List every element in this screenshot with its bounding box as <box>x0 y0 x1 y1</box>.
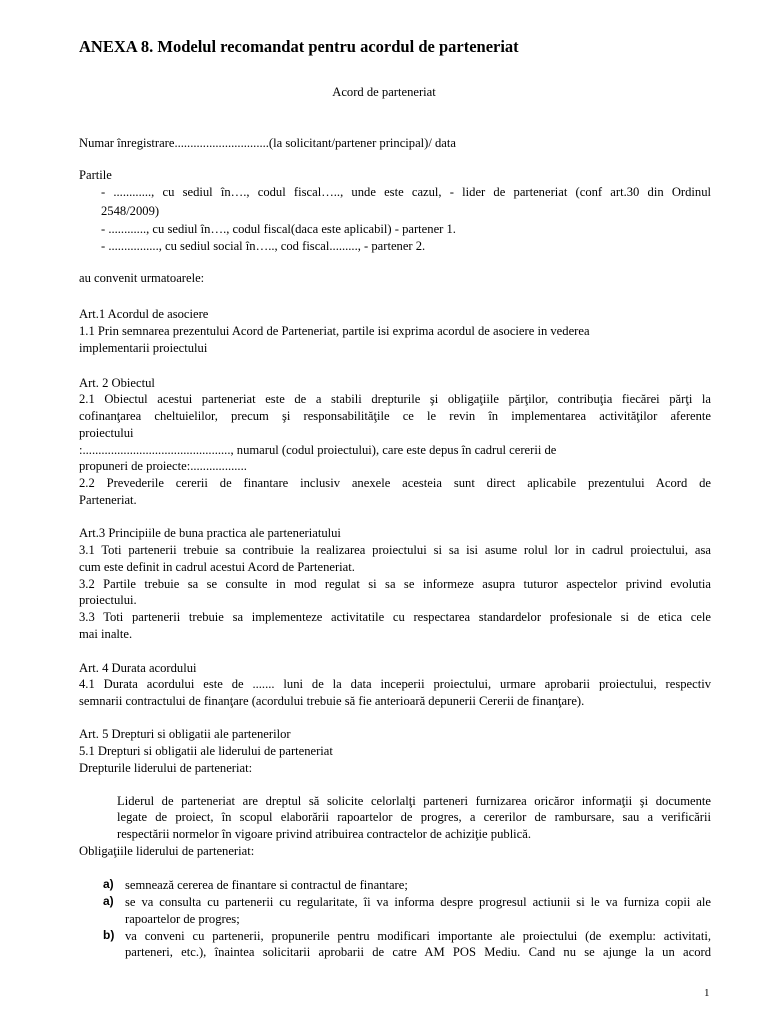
party-partner2: - ................, cu sediul social în….., cod fiscal........., - partener 2. <box>101 239 426 253</box>
rights-para-line2: legate de proiect, în scopul elaborării rapoartelor de progres, a cererilor de rambursare, sau a verificării <box>117 810 711 824</box>
parties-label: Partile <box>79 168 112 182</box>
page-number: 1 <box>704 987 710 999</box>
document-title: Acord de parteneriat <box>332 85 436 99</box>
art3-para-line3: 3.2 Partile trebuie sa se consulte in mod regulat si sa se informeze asupra tuturor aspectelor privind evolutia <box>79 577 711 591</box>
art2-para-line7: Parteneriat. <box>79 493 137 507</box>
art4-para-line1: 4.1 Durata acordului este de ....... luni de la data inceperii proiectului, urmare aprobarii proiectului, respectiv <box>79 677 711 691</box>
list-marker: b) <box>103 928 115 942</box>
party-leader-line-cont: 2548/2009) <box>101 204 160 218</box>
art3-para-line1: 3.1 Toti partenerii trebuie sa contribuie la realizarea proiectului si sa isi asume rolul lor in cadrul proiectului, asa <box>79 543 711 557</box>
art3-para-line6: mai inalte. <box>79 627 133 641</box>
rights-para-line3: respectării normelor în vigoare privind atribuirea contractelor de achiziţie publică. <box>117 827 532 841</box>
art3-para-line2: cum este definit in cadrul acestui Acord de Parteneriat. <box>79 560 355 574</box>
art3-para-line4: proiectului. <box>79 593 137 607</box>
art1-para-line2: implementarii proiectului <box>79 341 208 355</box>
annex-heading: ANEXA 8. Modelul recomandat pentru acordul de parteneriat <box>79 37 519 56</box>
obligation-item-line2: parteneri, etc.), înaintea solicitarii aprobarii de catre AM POS Mediu. Cand nu se ajunge la un acord <box>125 945 711 959</box>
list-marker: a) <box>103 877 114 891</box>
art1-para-line1: 1.1 Prin semnarea prezentului Acord de Parteneriat, partile isi exprima acordul de asociere in vederea <box>79 324 590 338</box>
party-partner1: - ............, cu sediul în…., codul fiscal(daca este aplicabil) - partener 1. <box>101 222 456 236</box>
art5-title: Art. 5 Drepturi si obligatii ale partenerilor <box>79 727 291 741</box>
registration-line: Numar înregistrare..............................(la solicitant/partener principal)/ data <box>79 136 456 150</box>
art4-title: Art. 4 Durata acordului <box>79 661 197 675</box>
list-marker: a) <box>103 894 114 908</box>
obligation-item-line1: va conveni cu partenerii, propunerile pentru modificari importante ale proiectului (de exemplu: activitati, <box>125 929 711 943</box>
art1-title: Art.1 Acordul de asociere <box>79 307 209 321</box>
party-leader-line: - ............, cu sediul în…., codul fiscal….., unde este cazul, - lider de parteneriat (conf art.30 din Ordinul <box>101 185 711 199</box>
obligation-item-line1: semnează cererea de finantare si contractul de finantare; <box>125 878 408 892</box>
art2-para-line1: 2.1 Obiectul acestui parteneriat este de a stabili drepturile şi obligaţiile părţilor, contribuţia fiecărei părţi la <box>79 392 711 406</box>
art2-title: Art. 2 Obiectul <box>79 376 155 390</box>
art5-subtitle: 5.1 Drepturi si obligatii ale liderului de parteneriat <box>79 744 333 758</box>
rights-label: Drepturile liderului de parteneriat: <box>79 761 253 775</box>
art2-para-line2: cofinanţarea cheltuielilor, precum şi responsabilităţile ce le revin în implementarea activităţilor aferente <box>79 409 711 423</box>
obligations-label: Obligaţiile liderului de parteneriat: <box>79 844 255 858</box>
art2-para-line6: 2.2 Prevederile cererii de finantare inclusiv anexele acesteia sunt direct aplicabile prezentului Acord de <box>79 476 711 490</box>
obligation-item-line2: rapoartelor de progres; <box>125 912 240 926</box>
art2-para-line4: :..............................................., numarul (codul proiectului), care este depus în cadrul cererii de <box>79 443 557 457</box>
art2-para-line3: proiectului <box>79 426 134 440</box>
art4-para-line2: semnarii contractului de finanţare (acordului trebuie să fie anterioară depunerii Cererii de finanţare). <box>79 694 585 708</box>
art2-para-line5: propuneri de proiecte:.................. <box>79 459 247 473</box>
obligation-item-line1: se va consulta cu partenerii cu regularitate, îi va informa despre progresul actiunii si le va furniza copii ale <box>125 895 711 909</box>
art3-para-line5: 3.3 Toti partenerii trebuie sa implementeze activitatile cu respectarea standardelor profesionale si de etica cele <box>79 610 711 624</box>
rights-para-line1: Liderul de parteneriat are dreptul să solicite celorlalţi parteneri furnizarea oricăror informaţii şi documente <box>117 794 711 808</box>
agreed-line: au convenit urmatoarele: <box>79 271 205 285</box>
art3-title: Art.3 Principiile de buna practica ale parteneriatului <box>79 526 341 540</box>
